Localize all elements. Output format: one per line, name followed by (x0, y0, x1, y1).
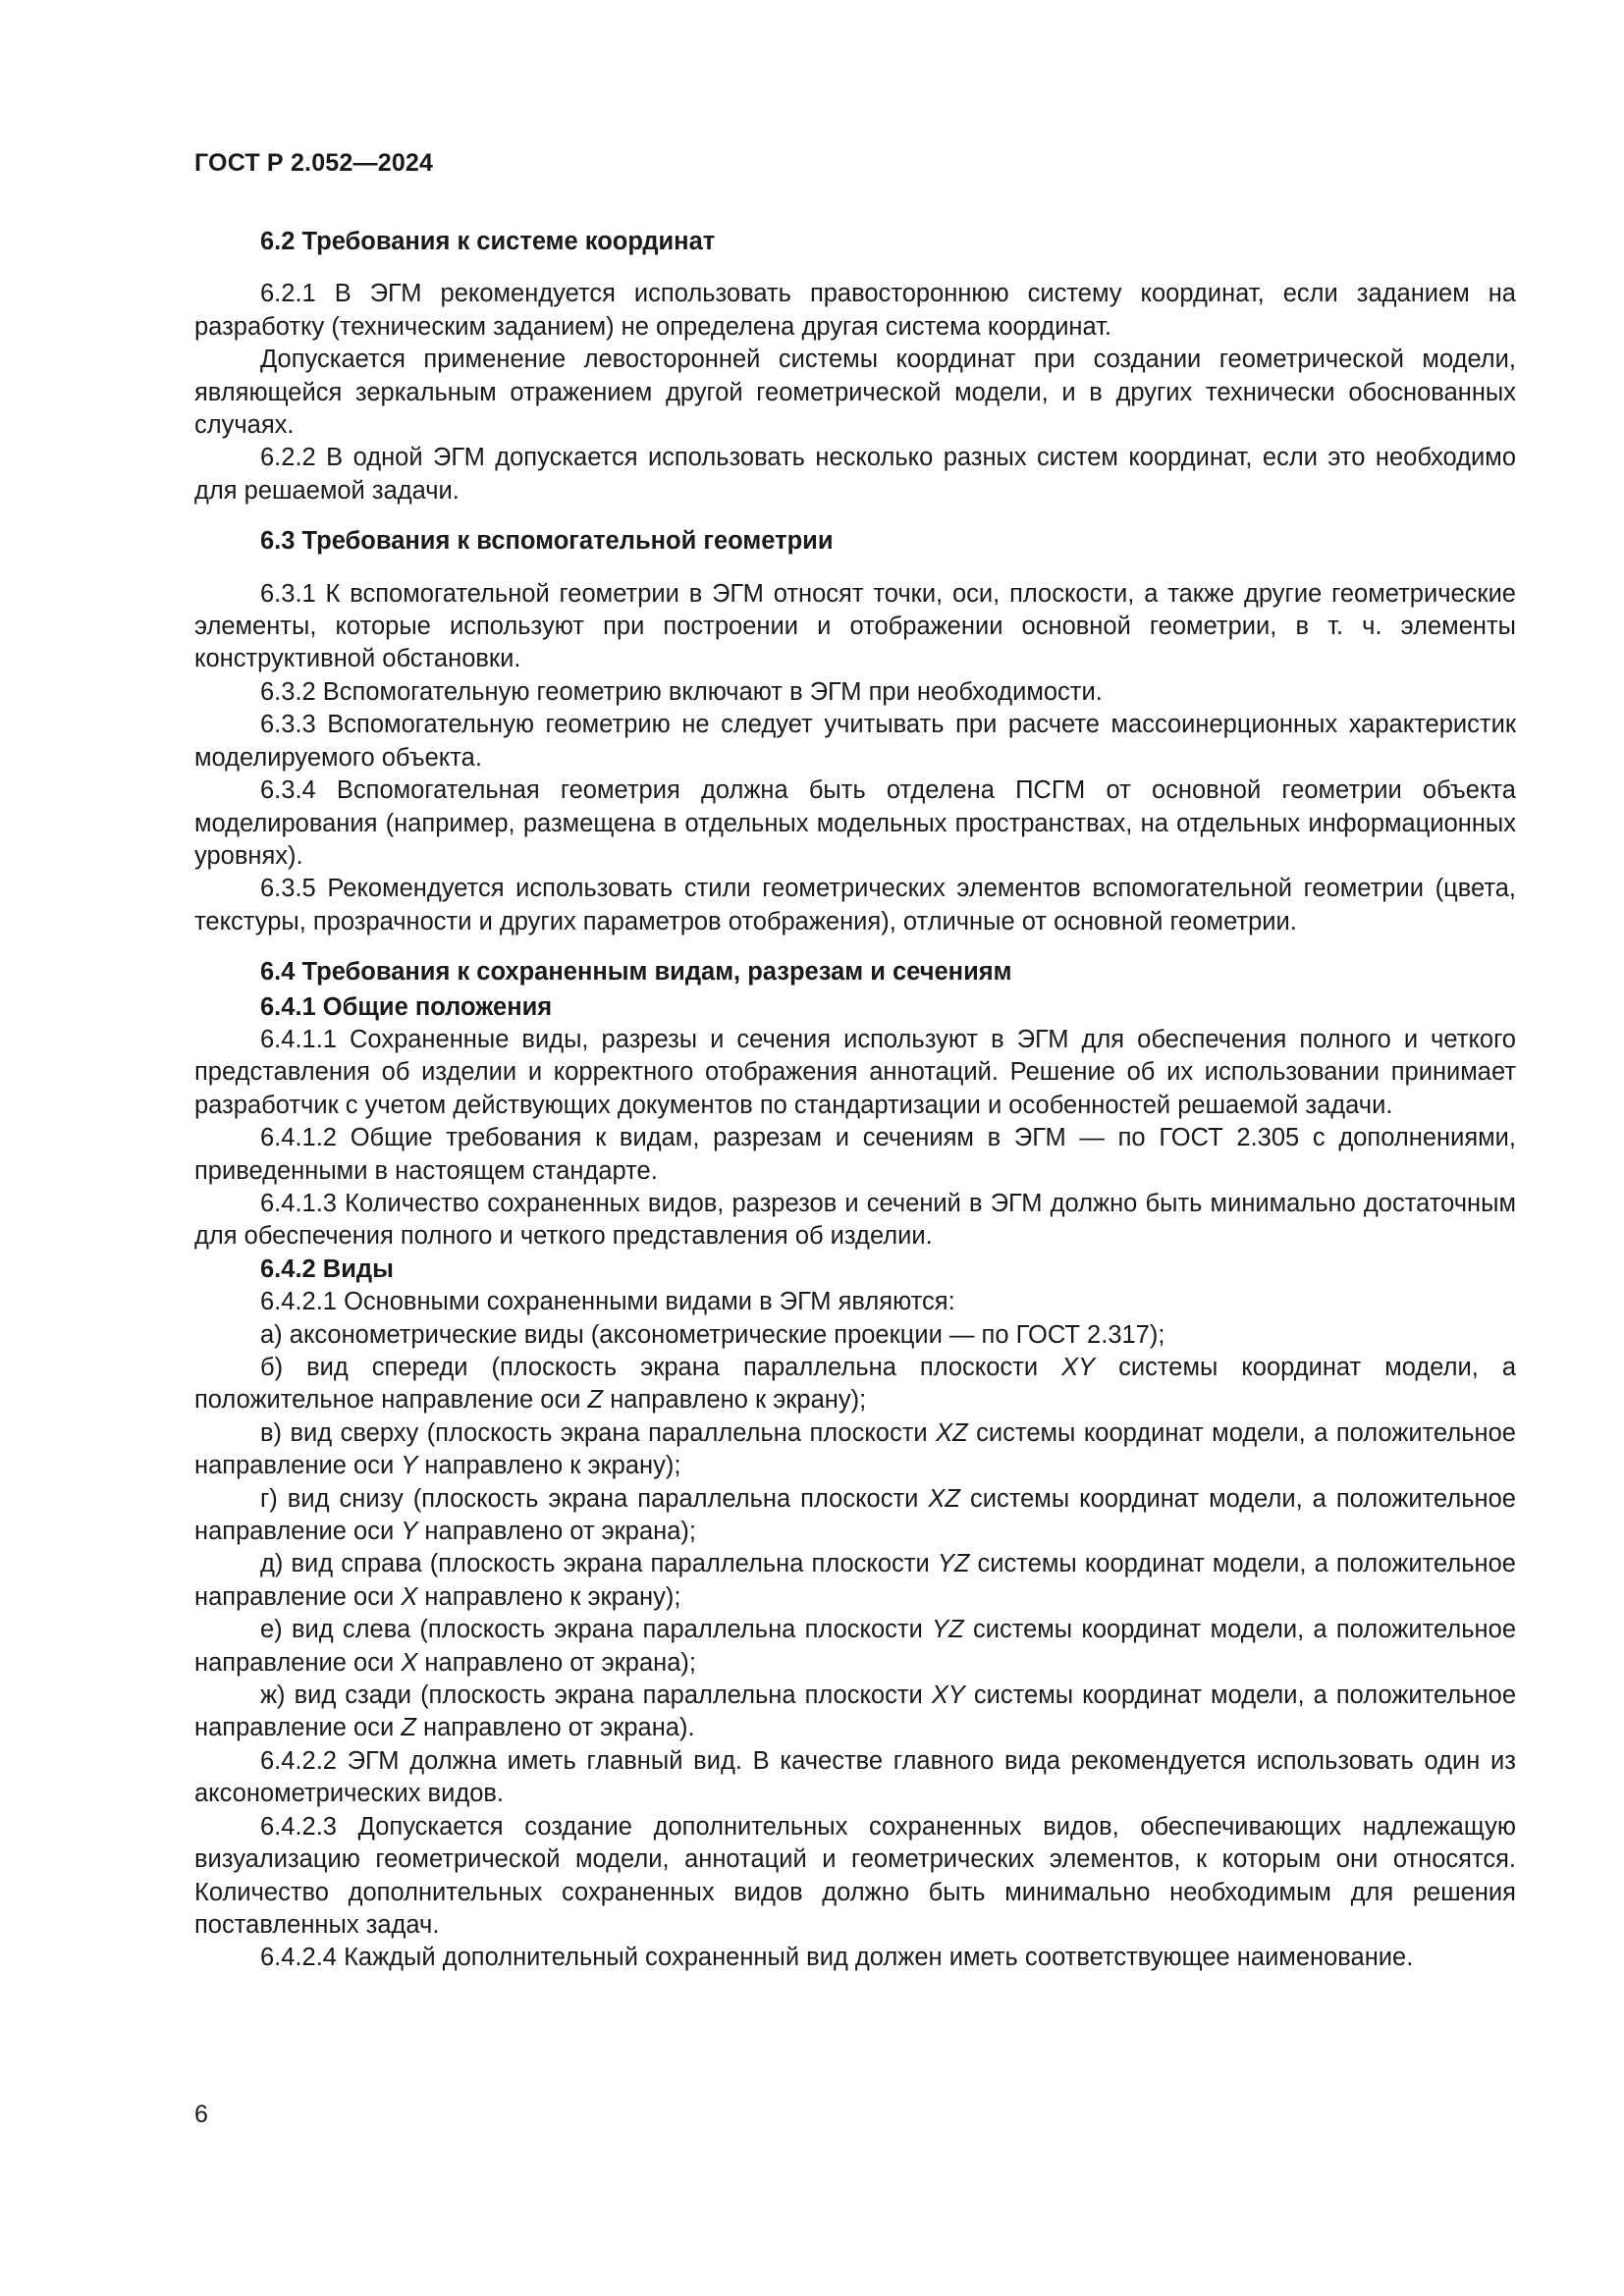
list-text: направлено к экрану); (417, 1582, 681, 1611)
paragraph-6-4-1-2: 6.4.1.2 Общие требования к видам, разрезам и сечениям в ЭГМ — по ГОСТ 2.305 с дополнениями, приведенными в настоящем стандарте. (194, 1124, 1516, 1185)
list-item-d (194, 1483, 1516, 1549)
paragraph-6-4-2-3: 6.4.2.3 Допускается создание дополнительных сохраненных видов, обеспечивающих надлежащую визуализацию геометрической модели, аннотаций и геометрических элементов, к которым они относятся. Количество дополнительных сохраненных видов должно быть минимально необходимым для решения поставленных задач. (194, 1812, 1516, 1939)
list-text: системы координат модели, а положительное направление оси (194, 1616, 1516, 1677)
list-text: г) вид снизу (плоскость экрана параллельна плоскости (260, 1484, 929, 1513)
list-item-e (194, 1548, 1516, 1614)
section-6-3-title: 6.3 Требования к вспомогательной геометрии (260, 527, 834, 556)
paragraph-6-2-2: 6.2.2 В одной ЭГМ допускается использовать несколько разных систем координат, если это необходимо для решаемой задачи. (194, 444, 1516, 505)
paragraph-6-3-1: 6.3.1 К вспомогательной геометрии в ЭГМ относят точки, оси, плоскости, а также другие геометрические элементы, которые используют при построении и отображении основной геометрии, в т. ч. элементы конструктивной обстановки. (194, 579, 1516, 673)
paragraph-6-4-1-1: 6.4.1.1 Сохраненные виды, разрезы и сечения используют в ЭГМ для обеспечения полного и четкого представления об изделии и корректного отображения аннотаций. Решение об их использовании принимает разработчик с учетом действующих документов по стандартизации и особенностей решаемой задачи. (194, 1025, 1516, 1119)
axis-variable: X (401, 1582, 418, 1611)
list-text: направлено от экрана); (417, 1518, 696, 1546)
list-text: направлено от экрана); (417, 1648, 696, 1677)
document-header: ГОСТ Р 2.052—2024 (194, 149, 434, 177)
list-text: системы координат модели, а положительное направление оси (194, 1484, 1516, 1546)
list-text: д) вид справа (плоскость экрана параллельна плоскости (260, 1550, 938, 1578)
paragraph-6-3-2: 6.3.2 Вспомогательную геометрию включают в ЭГМ при необходимости. (260, 677, 1103, 706)
list-text: системы координат модели, а положительное направление оси (194, 1550, 1516, 1611)
section-6-2-title: 6.2 Требования к системе координат (260, 228, 716, 255)
plane-variable: XY (931, 1682, 965, 1710)
list-text: направлено к экрану); (417, 1452, 681, 1480)
list-item-c (194, 1417, 1516, 1483)
list-item-b (194, 1352, 1516, 1417)
list-text: направлено к экрану); (603, 1386, 867, 1415)
list-text: ж) вид сзади (плоскость экрана параллельна плоскости (260, 1682, 932, 1710)
paragraph-6-2-1: 6.2.1 В ЭГМ рекомендуется использовать правостороннюю систему координат, если заданием на разработку (техническим заданием) не определена другая система координат. (194, 280, 1516, 341)
document-body (194, 226, 1516, 1975)
plane-variable: YZ (932, 1616, 964, 1644)
axis-variable: Y (401, 1452, 418, 1480)
list-text: е) вид слева (плоскость экрана параллельна плоскости (260, 1616, 933, 1644)
paragraph-6-4-2-4: 6.4.2.4 Каждый дополнительный сохраненный вид должен иметь соответствующее наименование. (260, 1944, 1414, 1972)
subsection-6-4-1-title: 6.4.1 Общие положения (260, 992, 553, 1021)
plane-variable: YZ (937, 1550, 970, 1578)
section-6-4-title: 6.4 Требования к сохраненным видам, разрезам и сечениям (260, 958, 1012, 987)
paragraph-6-3-5: 6.3.5 Рекомендуется использовать стили геометрических элементов вспомогательной геометрии (цвета, текстуры, прозрачности и других параметров отображения), отличные от основной геометрии. (194, 875, 1516, 935)
paragraph-6-4-2-1: 6.4.2.1 Основными сохраненными видами в ЭГМ являются: (260, 1288, 955, 1316)
page-number: 6 (194, 2101, 208, 2128)
axis-variable: Z (587, 1386, 604, 1415)
list-text: системы координат модели, а положительное направление оси (194, 1682, 1517, 1742)
paragraph-6-2-1-note: Допускается применение левосторонней системы координат при создании геометрической модели, являющейся зеркальным отражением другой геометрической модели, и в других технически обоснованных случаях. (194, 346, 1516, 440)
list-item-a: а) аксонометрические виды (аксонометрические проекции — по ГОСТ 2.317); (260, 1320, 1165, 1349)
list-text: системы координат модели, а положительное направление оси (194, 1418, 1516, 1480)
paragraph-6-3-4: 6.3.4 Вспомогательная геометрия должна быть отделена ПСГМ от основной геометрии объекта моделирования (например, размещена в отдельных модельных пространствах, на отдельных информационных уровнях). (194, 776, 1516, 870)
plane-variable: XZ (928, 1484, 960, 1513)
axis-variable: Y (401, 1518, 418, 1546)
list-text: направлено от экрана). (415, 1714, 695, 1742)
paragraph-6-3-3: 6.3.3 Вспомогательную геометрию не следует учитывать при расчете массоинерционных характеристик моделируемого объекта. (194, 711, 1516, 772)
list-item-f (194, 1614, 1516, 1680)
list-text: в) вид сверху (плоскость экрана параллельна плоскости (260, 1418, 937, 1447)
plane-variable: XY (1061, 1354, 1096, 1381)
list-item-g (194, 1680, 1516, 1745)
list-text: системы координат модели, а положительное направление оси (194, 1354, 1516, 1415)
paragraph-6-4-2-2: 6.4.2.2 ЭГМ должна иметь главный вид. В качестве главного вида рекомендуется использовать один из аксонометрических видов. (194, 1746, 1516, 1808)
paragraph-6-4-1-3: 6.4.1.3 Количество сохраненных видов, разрезов и сечений в ЭГМ должно быть минимально достаточным для обеспечения полного и четкого представления об изделии. (194, 1189, 1516, 1251)
list-text: б) вид спереди (плоскость экрана параллельна плоскости (260, 1354, 1062, 1381)
axis-variable: X (401, 1648, 418, 1677)
axis-variable: Z (401, 1714, 416, 1742)
subsection-6-4-2-title: 6.4.2 Виды (260, 1255, 394, 1283)
plane-variable: XZ (936, 1418, 968, 1447)
